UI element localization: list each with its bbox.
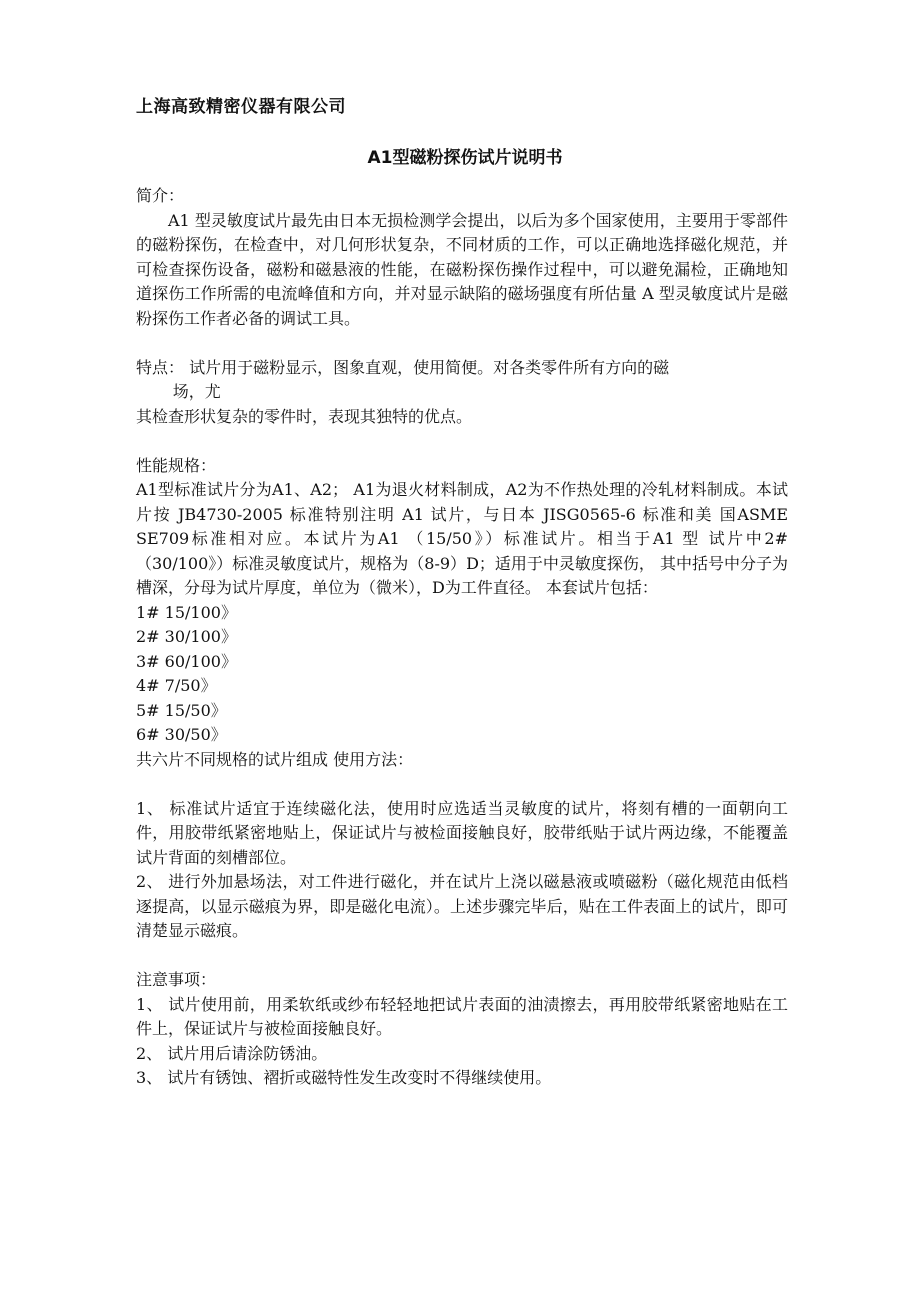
features-line-1: 特点： 试片用于磁粉显示，图象直观，使用简便。对各类零件所有方向的磁 <box>136 357 670 377</box>
spec-item: 2# 30/100》 <box>136 627 237 646</box>
note-item-3: 3、 试片有锈蚀、褶折或磁特性发生改变时不得继续使用。 <box>136 1068 552 1087</box>
features-line-3: 其检查形状复杂的零件时，表现其独特的优点。 <box>136 406 473 426</box>
specs-summary: 共六片不同规格的试片组成 使用方法： <box>136 749 414 769</box>
document-title: A1型磁粉探伤试片说明书 <box>367 148 563 168</box>
intro-paragraph: A1 型灵敏度试片最先由日本无损检测学会提出，以后为多个国家使用，主要用于零部件的磁粉探伤，在检查中，对几何形状复杂，不同材质的工作，可以正确地选择磁化规范，并可检查探伤设备，磁粉和磁悬液的性能，在磁粉探伤操作过程中，可以避免漏检，正确地知道探伤工作所需的电流峰值和方向，并对显示缺陷的磁场强度有所估量 A 型灵敏度试片是磁粉探伤工作者必备的调试工具。 <box>136 210 788 328</box>
spacer <box>136 429 788 454</box>
usage-step-1: 1、 标准试片适宜于连续磁化法，使用时应选适当灵敏度的试片，将刻有槽的一面朝向工件，用胶带纸紧密地贴上，保证试片与被检面接触良好，胶带纸贴于试片两边缘，不能覆盖试片背面的刻槽部位。 <box>136 798 788 867</box>
spec-item: 4# 7/50》 <box>136 676 217 695</box>
company-name: 上海高致精密仪器有限公司 <box>136 97 346 117</box>
specs-heading: 性能规格： <box>136 455 217 475</box>
spec-item: 1# 15/100》 <box>136 602 237 622</box>
spec-item: 6# 30/50》 <box>136 725 227 744</box>
specs-paragraph: A1型标准试片分为A1、A2； A1为退火材料制成，A2为不作热处理的冷轧材料制成。本试片按 JB4730-2005 标准特别注明 A1 试片，与日本 JISG0565-6 标准和美 国ASME SE709标准相对应。本试片为A1 （15/50》）标准试片。相当于A1 型 试片中2# （30/100》）标准灵敏度试片，规格为（8-9）D；适用于中灵敏度探伤， 其中括号中分子为槽深，分母为试片厚度，单位为（微米），D为工件直径。 本套试片包括： <box>136 480 788 597</box>
note-item-2: 2、 试片用后请涂防锈油。 <box>136 1043 328 1063</box>
spec-item: 3# 60/100》 <box>136 651 237 671</box>
note-item-1: 1、 试片使用前，用柔软纸或纱布轻轻地把试片表面的油渍擦去，再用胶带纸紧密地贴在工件上，保证试片与被检面接触良好。 <box>136 994 788 1038</box>
features-line-2: 场，尤 <box>172 382 221 401</box>
usage-step-2: 2、 进行外加悬场法，对工件进行磁化，并在试片上浇以磁悬液或喷磁粉（磁化规范由低档逐提高，以显示磁痕为界，即是磁化电流）。上述步骤完毕后，贴在工件表面上的试片，即可清楚显示磁痕。 <box>136 872 788 940</box>
spacer <box>136 944 788 969</box>
spec-item: 5# 15/50》 <box>136 700 227 720</box>
document-body <box>136 184 788 1091</box>
spacer <box>136 772 788 797</box>
intro-heading: 简介： <box>136 186 185 205</box>
spacer <box>136 331 788 356</box>
notes-heading: 注意事项： <box>136 970 217 989</box>
